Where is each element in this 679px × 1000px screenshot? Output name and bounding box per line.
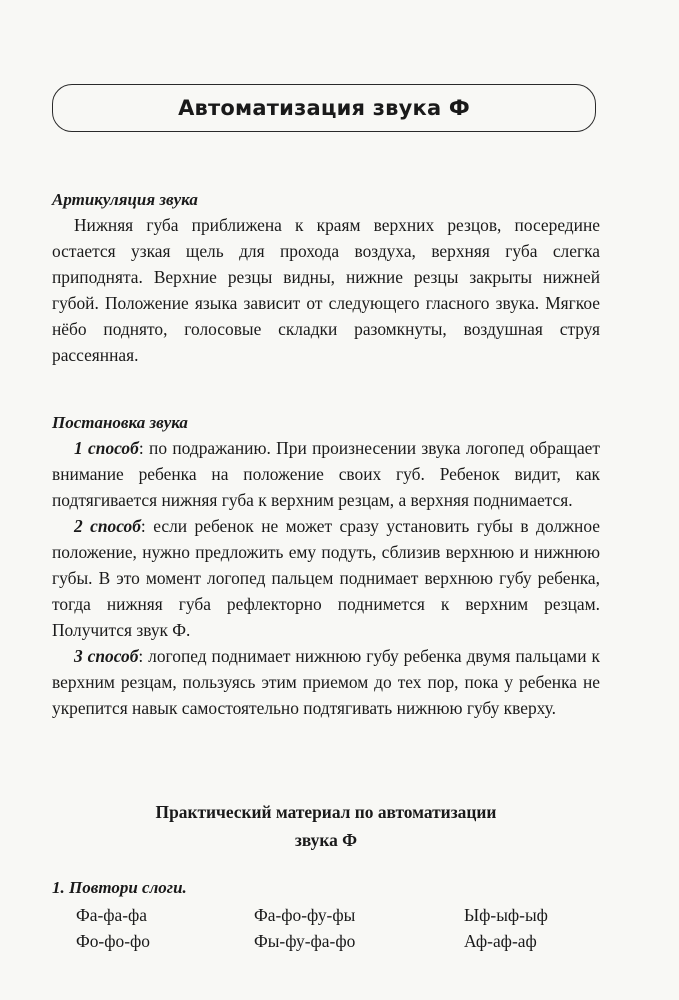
syllable-item: Фа-фа-фа xyxy=(76,905,148,925)
method-1-text: : по подражанию. При произнесении звука логопед обращает внимание ребенка на положение своих губ. Ребенок видит, как подтягивается нижняя губа к верхним резцам, а верхняя поднимается. xyxy=(52,438,600,510)
articulation-section xyxy=(52,188,600,368)
method-3-lead: 3 способ xyxy=(74,646,139,666)
method-1 xyxy=(52,435,600,513)
syllable-item: Аф-аф-аф xyxy=(464,931,537,951)
syllable-item: Фа-фо-фу-фы xyxy=(254,905,356,925)
practice-title-line2: звука Ф xyxy=(294,830,358,850)
production-heading: Постановка звука xyxy=(52,413,188,432)
title-box xyxy=(52,84,596,132)
method-1-lead: 1 способ xyxy=(74,438,139,458)
method-3-text: : логопед поднимает нижнюю губу ребенка двумя пальцами к верхним резцам, пользуясь этим приемом до тех пор, пока у ребенка не укрепится навык самостоятельно подтягивать нижнюю губу кверху. xyxy=(52,646,600,718)
method-3 xyxy=(52,643,600,721)
practice-title xyxy=(52,798,600,854)
production-section xyxy=(52,411,600,721)
practice-title-line1: Практический материал по автоматизации xyxy=(155,802,497,822)
exercise-1-heading: 1. Повтори слоги. xyxy=(52,878,187,897)
method-2 xyxy=(52,513,600,643)
articulation-heading: Артикуляция звука xyxy=(52,190,198,209)
syllable-item: Ыф-ыф-ыф xyxy=(464,905,548,925)
syllable-item: Фо-фо-фо xyxy=(76,931,150,951)
articulation-text: Нижняя губа приближена к краям верхних резцов, посередине остается узкая щель для прохода воздуха, верхняя губа слегка приподнята. Верхние резцы видны, нижние резцы закрыты нижней губой. Положение языка зависит от следующего гласного звука. Мягкое нёбо поднято, голосовые складки разомкнуты, воздушная струя рассеянная. xyxy=(52,215,600,365)
method-2-lead: 2 способ xyxy=(74,516,141,536)
method-2-text: : если ребенок не может сразу установить губы в должное положение, нужно предложить ему подуть, сблизив верхнюю и нижнюю губы. В это момент логопед пальцем поднимает верхнюю губу ребенка, тогда нижняя губа рефлекторно поднимется к верхним резцам. Получится звук Ф. xyxy=(52,516,600,640)
page-title: Автоматизация звука Ф xyxy=(178,96,470,120)
syllable-item: Фы-фу-фа-фо xyxy=(254,931,356,951)
